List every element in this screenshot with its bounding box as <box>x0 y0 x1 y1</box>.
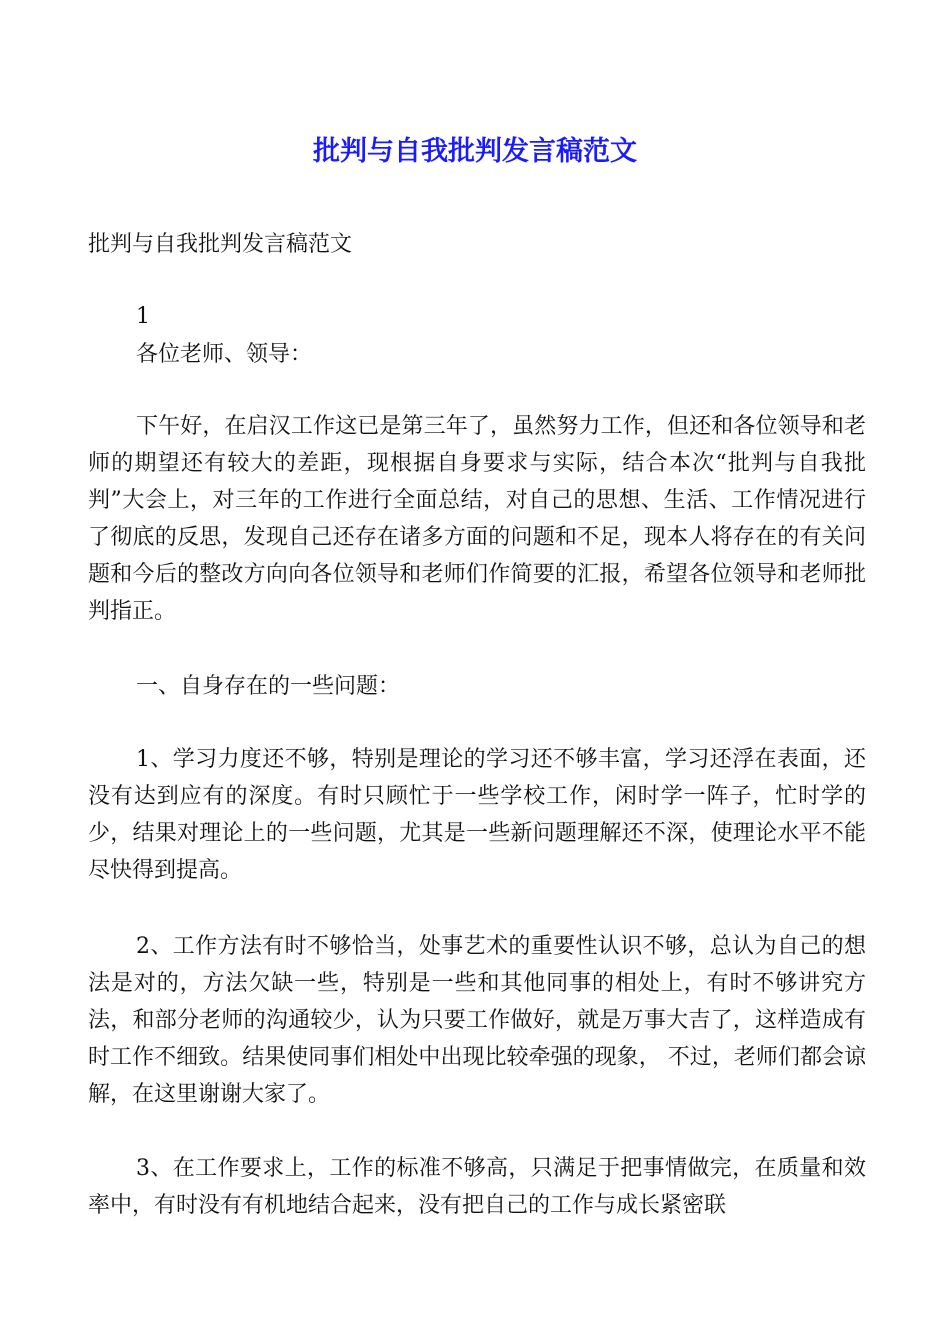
paragraph-item-2: 2、工作方法有时不够恰当，处事艺术的重要性认识不够，总认为自己的想法是对的，方法欠缺一些，特别是一些和其他同事的相处上，有时不够讲究方法，和部分老师的沟通较少，认为只要工作做好，就是万事大吉了，这样造成有时工作不细致。结果使同事们相处中出现比较牵强的现象， 不过，老师们都会谅解，在这里谢谢大家了。 <box>88 934 866 1107</box>
document-subtitle: 批判与自我批判发言稿范文 <box>88 232 353 257</box>
section-number: 1 <box>136 304 150 329</box>
greeting-line: 各位老师、领导： <box>136 342 313 367</box>
paragraph-item-1: 1、学习力度还不够，特别是理论的学习还不够丰富，学习还浮在表面，还没有达到应有的深度。有时只顾忙于一些学校工作，闲时学一阵子，忙时学的少，结果对理论上的一些问题，尤其是一些新问题理解还不深，使理论水平不能尽快得到提高。 <box>88 747 866 883</box>
section-heading: 一、自身存在的一些问题： <box>136 674 401 699</box>
paragraph-intro: 下午好，在启汉工作这已是第三年了，虽然努力工作，但还和各位领导和老师的期望还有较大的差距，现根据自身要求与实际，结合本次“批判与自我批判”大会上，对三年的工作进行全面总结，对自己的思想、生活、工作情况进行了彻底的反思，发现自己还存在诸多方面的问题和不足，现本人将存在的有关问题和今后的整改方向向各位领导和老师们作简要的汇报，希望各位领导和老师批判指正。 <box>88 414 866 624</box>
paragraph-item-3: 3、在工作要求上，工作的标准不够高，只满足于把事情做完，在质量和效率中，有时没有有机地结合起来，没有把自己的工作与成长紧密联 <box>88 1156 866 1218</box>
document-title: 批判与自我批判发言稿范文 <box>313 136 637 167</box>
